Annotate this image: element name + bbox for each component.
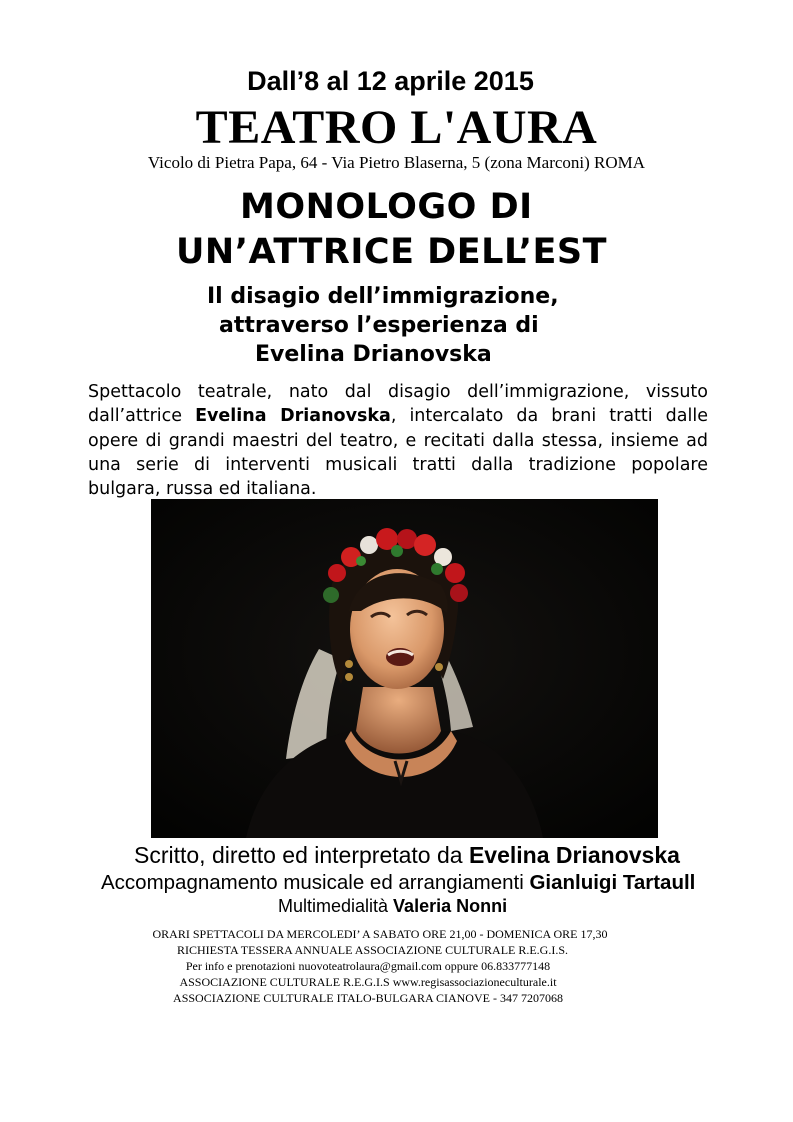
credit-music bbox=[101, 871, 695, 895]
actress-photo-illustration bbox=[151, 499, 658, 838]
credit-author bbox=[134, 842, 680, 869]
theatre-address: Vicolo di Pietra Papa, 64 - Via Pietro Blaserna, 5 (zona Marconi) ROMA bbox=[147, 153, 646, 172]
credit-author-label: Scritto, diretto ed interpretato da bbox=[134, 842, 469, 868]
show-title-line2: UN’ATTRICE DELL’EST bbox=[176, 232, 607, 272]
credit-multimedia bbox=[278, 896, 507, 917]
show-description bbox=[88, 380, 708, 501]
credit-multimedia-name: Valeria Nonni bbox=[393, 896, 508, 916]
description-text-end: , intercalato da brani tratti dalle opere di grandi maestri del teatro, e recitati dalla stessa, insieme ad una serie di interventi musicali tratti dalla tradizione popolare bulgara, russa ed italiana. bbox=[88, 406, 708, 500]
subtitle-line1: Il disagio dell’immigrazione, bbox=[207, 284, 559, 309]
credit-multimedia-label: Multimedialità bbox=[278, 896, 394, 916]
info-cianove: ASSOCIAZIONE CULTURALE ITALO-BULGARA CIANOVE - 347 7207068 bbox=[173, 991, 563, 1005]
credit-music-name: Gianluigi Tartaull bbox=[529, 871, 696, 894]
credit-author-name: Evelina Drianovska bbox=[468, 842, 680, 868]
credit-music-label: Accompagnamento musicale ed arrangiamenti bbox=[101, 871, 530, 894]
theatre-name: TEATRO L'AURA bbox=[195, 101, 598, 154]
subtitle-line3: Evelina Drianovska bbox=[255, 342, 492, 367]
info-hours: ORARI SPETTACOLI DA MERCOLEDI’ A SABATO ORE 21,00 - DOMENICA ORE 17,30 bbox=[152, 927, 608, 941]
event-dates: Dall’8 al 12 aprile 2015 bbox=[247, 66, 534, 96]
description-text-start: Spettacolo teatrale, nato dal disagio dell’immigrazione, vissuto dall’attrice bbox=[88, 382, 708, 427]
subtitle-line2: attraverso l’esperienza di bbox=[219, 313, 539, 338]
info-regis: ASSOCIAZIONE CULTURALE R.E.G.I.S www.regisassociazioneculturale.it bbox=[179, 975, 557, 989]
show-title-line1: MONOLOGO DI bbox=[240, 187, 533, 227]
description-actress-name: Evelina Drianovska bbox=[195, 406, 391, 427]
actress-photo bbox=[151, 499, 658, 838]
info-membership: RICHIESTA TESSERA ANNUALE ASSOCIAZIONE CULTURALE R.E.G.I.S. bbox=[176, 943, 569, 957]
info-booking: Per info e prenotazioni nuovoteatrolaura@gmail.com oppure 06.833777148 bbox=[185, 959, 551, 973]
